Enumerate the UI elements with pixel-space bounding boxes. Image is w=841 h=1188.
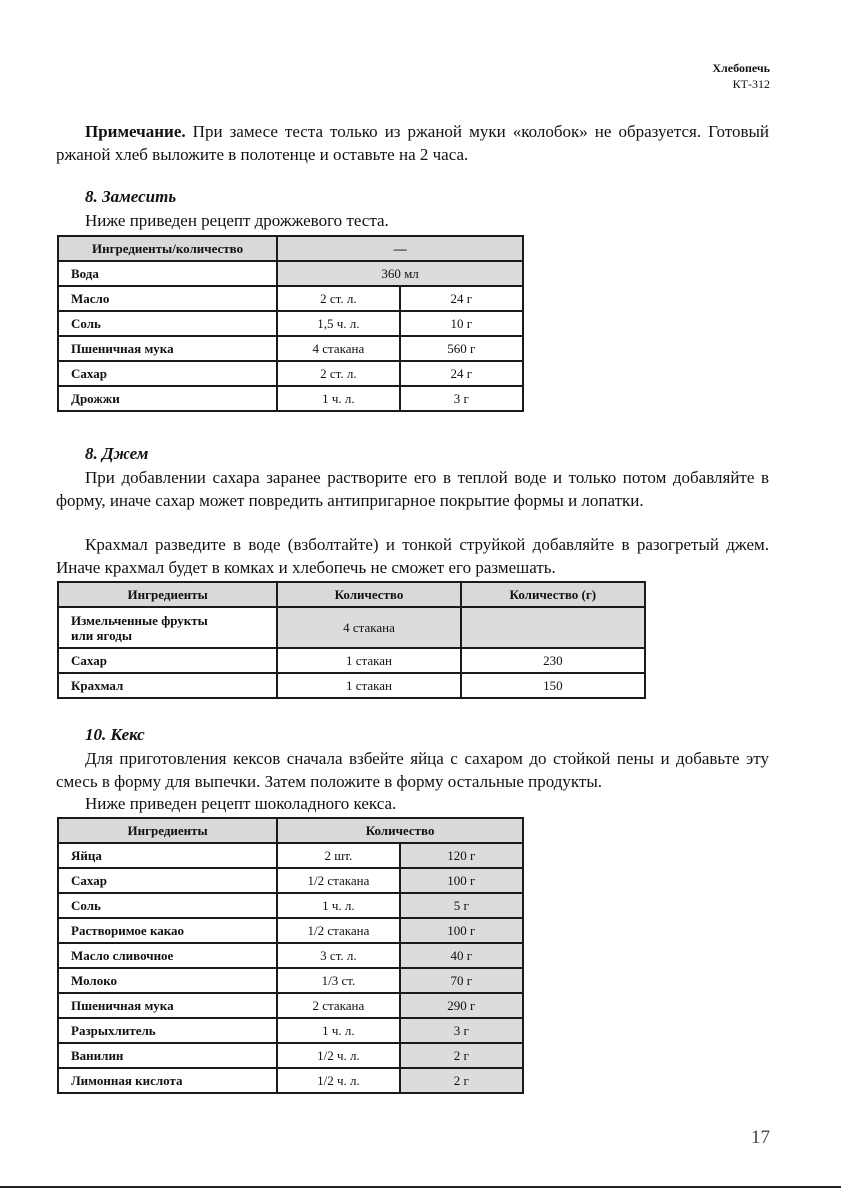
- ingredient-qty: 3 ст. л.: [277, 943, 399, 968]
- ingredient-qty: 1 ч. л.: [277, 386, 399, 411]
- column-header: Ингредиенты/количество: [58, 236, 277, 261]
- ingredient-grams: 3 г: [400, 1018, 523, 1043]
- table-row: [58, 1043, 523, 1068]
- ingredient-name: [58, 607, 277, 648]
- section-title-cake: 10. Кекс: [85, 725, 145, 744]
- ingredient-qty: 1/3 ст.: [277, 968, 399, 993]
- ingredient-name: Дрожжи: [58, 386, 277, 411]
- ingredient-name-line: или ягоды: [71, 627, 132, 643]
- column-header: Количество: [277, 818, 523, 843]
- running-header: [712, 60, 770, 92]
- table-row: [58, 607, 645, 648]
- header-model: КТ-312: [732, 77, 770, 91]
- ingredient-grams: 290 г: [400, 993, 523, 1018]
- ingredient-name: Вода: [58, 261, 277, 286]
- cake-table: [57, 817, 524, 1094]
- ingredient-name: Соль: [58, 311, 277, 336]
- column-header: Количество (г): [461, 582, 645, 607]
- table-row: [58, 968, 523, 993]
- note-text: При замесе теста только из ржаной муки «колобок» не образуется. Готовый ржаной хлеб выложите в полотенце и оставьте на 2 часа.: [56, 122, 769, 164]
- table-row: [58, 893, 523, 918]
- ingredient-name: Яйца: [58, 843, 277, 868]
- header-title: Хлебопечь: [712, 61, 770, 75]
- section-title-jam: 8. Джем: [85, 444, 149, 463]
- table-row: [58, 673, 645, 698]
- ingredient-name: Молоко: [58, 968, 277, 993]
- ingredient-name-line: Измельченные фрукты: [71, 612, 208, 628]
- ingredient-grams: 230: [461, 648, 645, 673]
- ingredient-grams: 3 г: [400, 386, 523, 411]
- ingredient-qty: 1/2 стакана: [277, 918, 399, 943]
- table-row: [58, 843, 523, 868]
- table-row: [58, 648, 645, 673]
- table-row: [58, 993, 523, 1018]
- ingredient-grams: 100 г: [400, 918, 523, 943]
- jam-table: [57, 581, 646, 699]
- table-row: [58, 943, 523, 968]
- ingredient-name: Растворимое какао: [58, 918, 277, 943]
- ingredient-grams: 100 г: [400, 868, 523, 893]
- ingredient-name: Разрыхлитель: [58, 1018, 277, 1043]
- ingredient-name: Соль: [58, 893, 277, 918]
- knead-table: [57, 235, 524, 412]
- ingredient-name: Крахмал: [58, 673, 277, 698]
- column-header: Ингредиенты: [58, 818, 277, 843]
- column-header: —: [277, 236, 523, 261]
- ingredient-name: Масло сливочное: [58, 943, 277, 968]
- ingredient-qty: 2 шт.: [277, 843, 399, 868]
- ingredient-grams: 10 г: [400, 311, 523, 336]
- ingredient-grams: 120 г: [400, 843, 523, 868]
- page-number: 17: [751, 1127, 770, 1148]
- ingredient-grams: 24 г: [400, 286, 523, 311]
- cake-paragraph-1: Для приготовления кексов сначала взбейте яйца с сахаром до стойкой пены и добавьте эту смесь в форму для выпечки. Затем положите в форму остальные продукты.: [56, 749, 769, 791]
- ingredient-name: Пшеничная мука: [58, 336, 277, 361]
- table-header-row: [58, 818, 523, 843]
- ingredient-grams: 2 г: [400, 1068, 523, 1093]
- ingredient-name: Сахар: [58, 648, 277, 673]
- note-paragraph: [56, 121, 769, 166]
- ingredient-grams: 5 г: [400, 893, 523, 918]
- table-row: [58, 386, 523, 411]
- ingredient-qty: 1/2 ч. л.: [277, 1068, 399, 1093]
- jam-paragraph-1: При добавлении сахара заранее растворите его в теплой воде и только потом добавляйте в форму, иначе сахар может повредить антипригарное покрытие формы и лопатки.: [56, 468, 769, 510]
- note-label: Примечание.: [85, 122, 186, 141]
- column-header: Количество: [277, 582, 460, 607]
- table-row: [58, 868, 523, 893]
- table-row: [58, 336, 523, 361]
- ingredient-qty: 4 стакана: [277, 336, 399, 361]
- table-row: [58, 261, 523, 286]
- ingredient-qty: 1/2 стакана: [277, 868, 399, 893]
- ingredient-qty: 1/2 ч. л.: [277, 1043, 399, 1068]
- ingredient-name: Сахар: [58, 361, 277, 386]
- ingredient-grams: 40 г: [400, 943, 523, 968]
- ingredient-name: Ванилин: [58, 1043, 277, 1068]
- ingredient-name: Лимонная кислота: [58, 1068, 277, 1093]
- section-title-knead: 8. Замесить: [85, 187, 177, 206]
- ingredient-qty: 1,5 ч. л.: [277, 311, 399, 336]
- table-header-row: [58, 236, 523, 261]
- jam-paragraph-2: Крахмал разведите в воде (взболтайте) и тонкой струйкой добавляйте в разогретый джем. Иначе крахмал будет в комках и хлебопечь не сможет его размешать.: [56, 535, 769, 577]
- section-knead-intro: Ниже приведен рецепт дрожжевого теста.: [85, 211, 389, 230]
- ingredient-grams: 70 г: [400, 968, 523, 993]
- ingredient-grams: 24 г: [400, 361, 523, 386]
- table-row: [58, 1068, 523, 1093]
- ingredient-qty: 1 ч. л.: [277, 893, 399, 918]
- table-row: [58, 361, 523, 386]
- table-row: [58, 286, 523, 311]
- ingredient-qty: 1 стакан: [277, 648, 460, 673]
- ingredient-qty: 4 стакана: [277, 607, 460, 648]
- ingredient-grams: 2 г: [400, 1043, 523, 1068]
- table-header-row: [58, 582, 645, 607]
- ingredient-name: Сахар: [58, 868, 277, 893]
- cake-paragraph-2: Ниже приведен рецепт шоколадного кекса.: [85, 794, 397, 813]
- ingredient-grams: 150: [461, 673, 645, 698]
- ingredient-qty: 1 ч. л.: [277, 1018, 399, 1043]
- table-row: [58, 311, 523, 336]
- ingredient-name: Масло: [58, 286, 277, 311]
- column-header: Ингредиенты: [58, 582, 277, 607]
- table-row: [58, 1018, 523, 1043]
- ingredient-qty: 360 мл: [277, 261, 523, 286]
- table-row: [58, 918, 523, 943]
- ingredient-qty: 2 стакана: [277, 993, 399, 1018]
- ingredient-grams: 560 г: [400, 336, 523, 361]
- ingredient-qty: 2 ст. л.: [277, 286, 399, 311]
- ingredient-qty: 2 ст. л.: [277, 361, 399, 386]
- ingredient-name: Пшеничная мука: [58, 993, 277, 1018]
- ingredient-qty: 1 стакан: [277, 673, 460, 698]
- ingredient-grams: [461, 607, 645, 648]
